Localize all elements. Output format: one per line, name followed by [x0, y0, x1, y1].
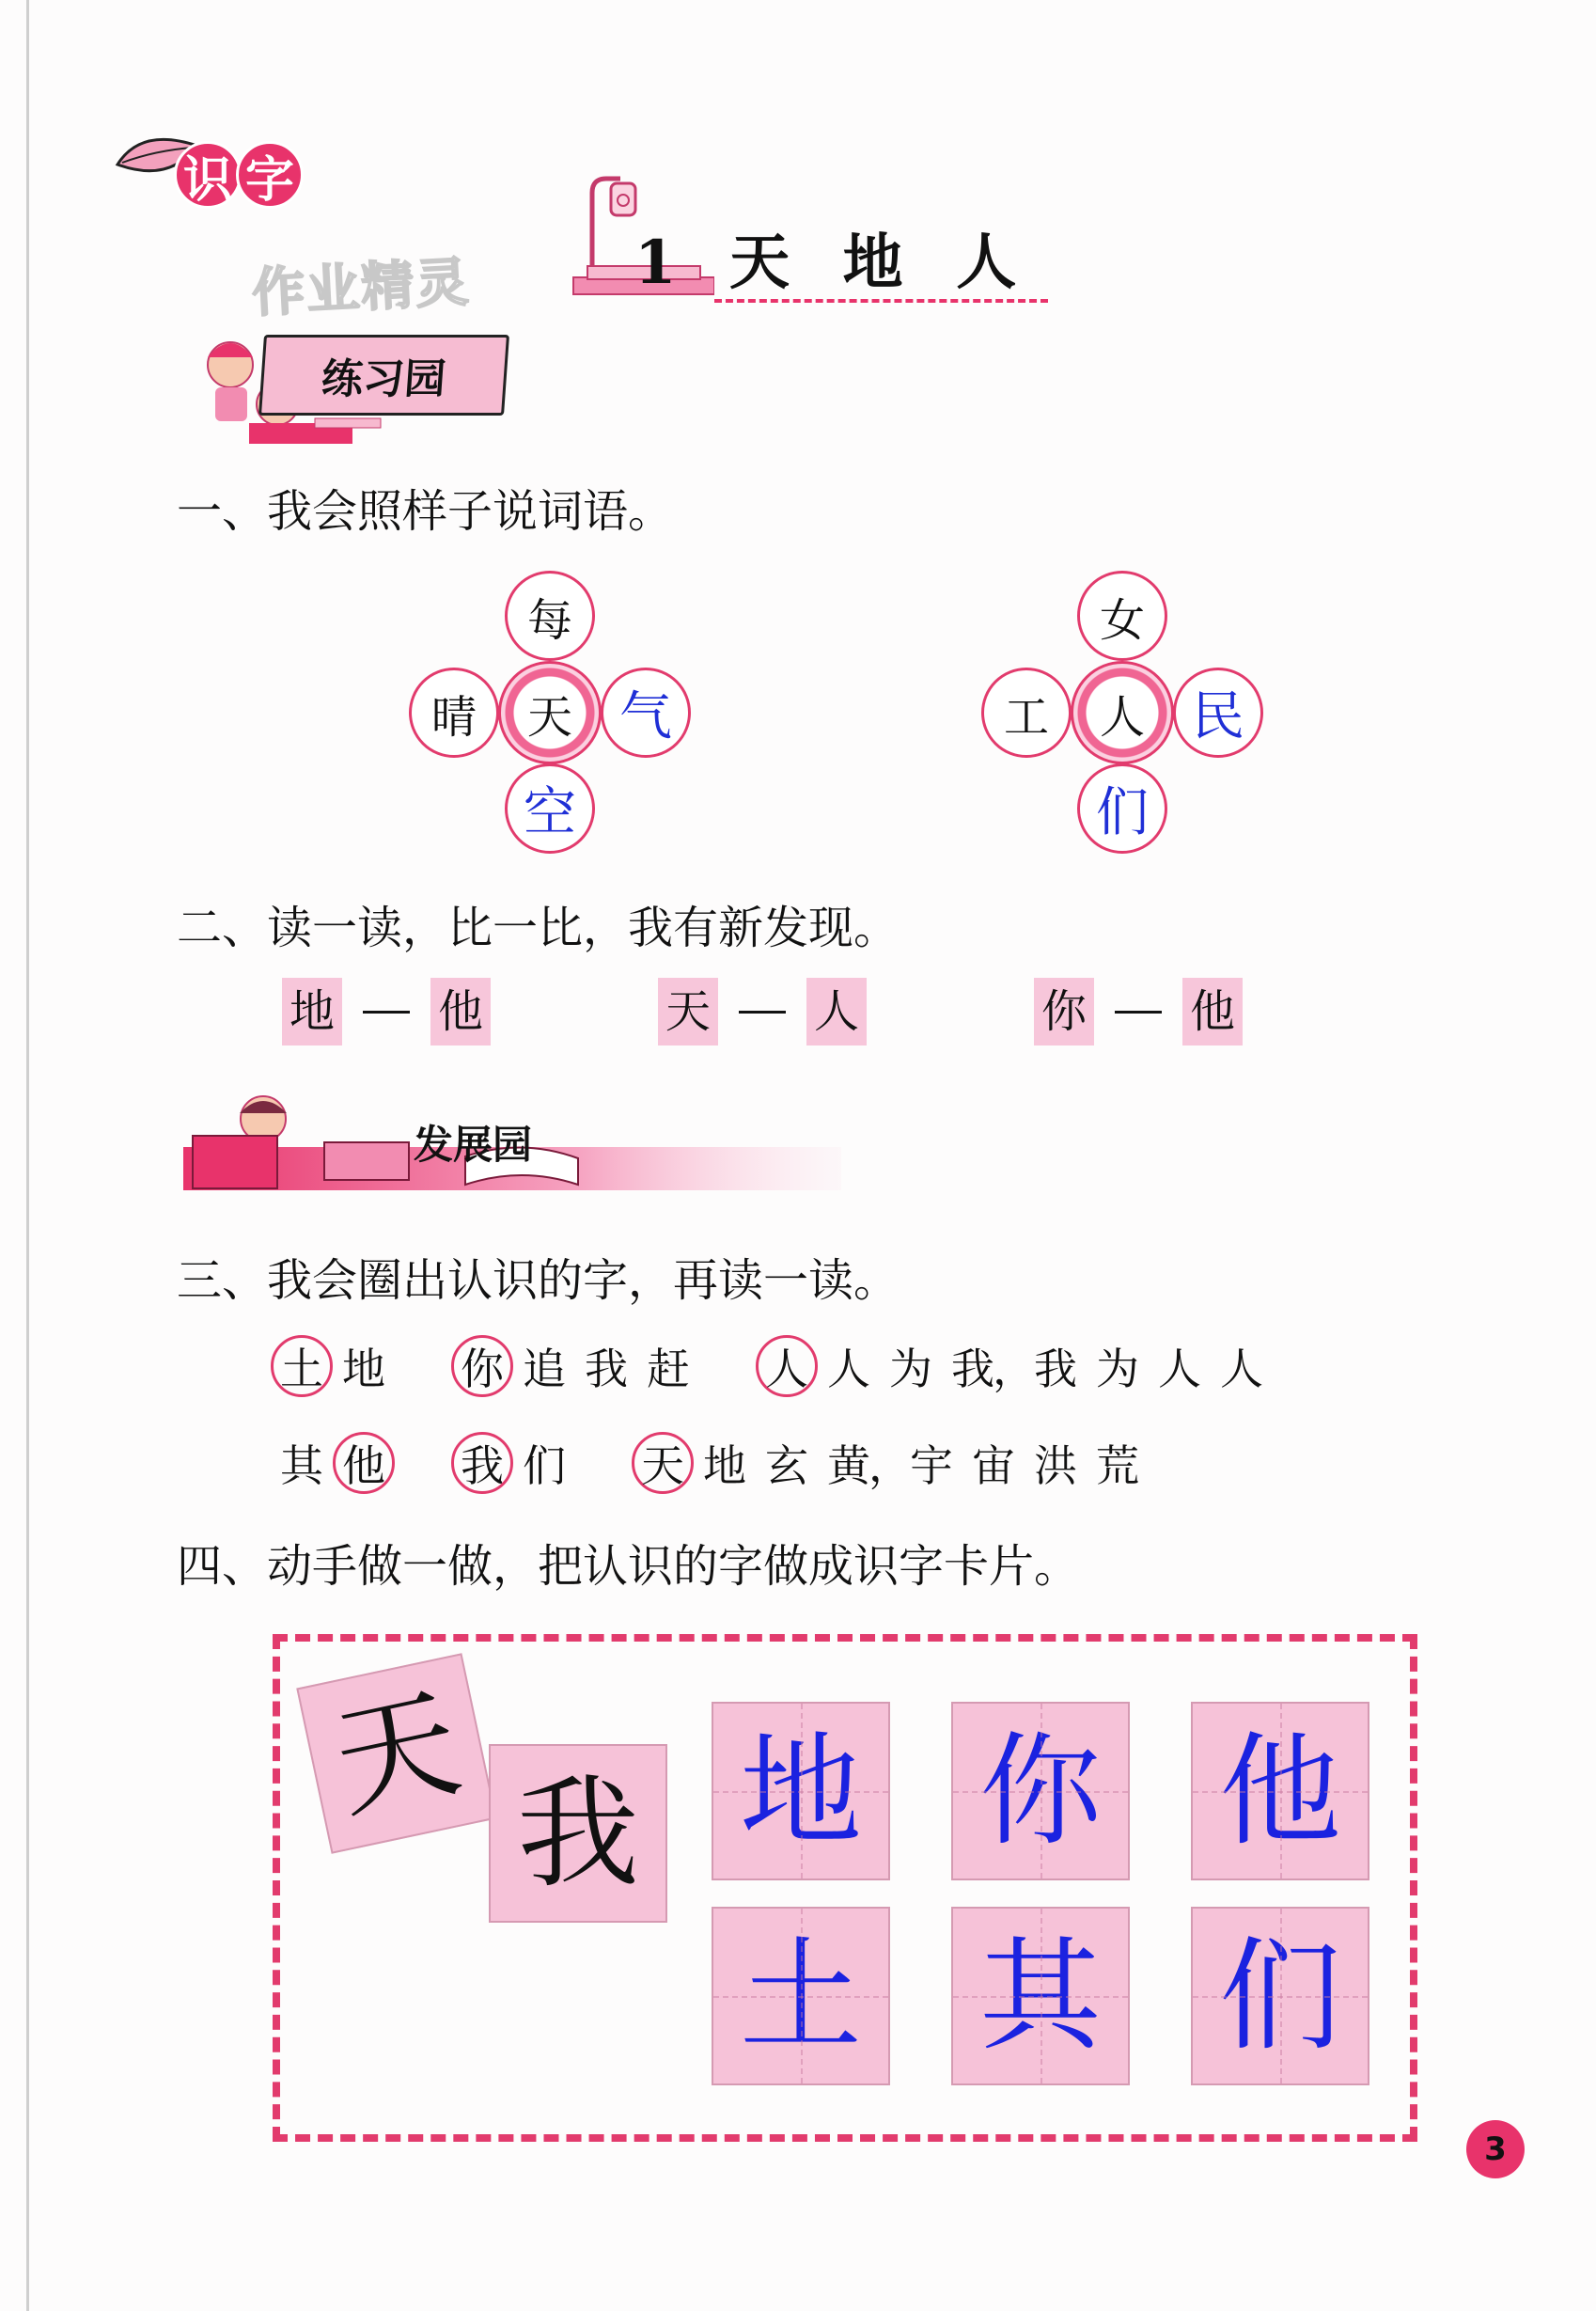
reading-char: 我	[585, 1344, 628, 1394]
reading-char: 为	[889, 1344, 932, 1394]
flower-center: 人	[1071, 661, 1174, 764]
section-char: 识	[174, 141, 242, 209]
reading-char: 我	[951, 1344, 994, 1394]
practice-banner-label: 练习园	[258, 335, 509, 416]
card-char: 其	[978, 1925, 1102, 2067]
section-char: 字	[236, 141, 304, 209]
lesson-title: 1 天 地 人	[634, 228, 1021, 298]
circled-char: 天	[632, 1432, 694, 1494]
page-number: 3	[1466, 2120, 1525, 2178]
compare-char: 天	[658, 978, 718, 1045]
reading-char: 人	[1158, 1344, 1201, 1394]
circled-char: 他	[333, 1432, 395, 1494]
reading-punct: ，	[868, 1440, 912, 1491]
card-char: 们	[1218, 1925, 1341, 2067]
circled-char: 人	[756, 1335, 818, 1397]
compare-char: 人	[806, 978, 867, 1045]
reading-char: 玄	[765, 1440, 808, 1491]
pair-dash	[739, 1011, 786, 1014]
flower-petal-bottom: 空	[505, 763, 595, 854]
compare-char: 你	[1034, 978, 1094, 1045]
reading-char: 为	[1096, 1344, 1139, 1394]
word-card	[1191, 1702, 1369, 1880]
circled-char: 我	[451, 1432, 513, 1494]
word-card	[1191, 1907, 1369, 2085]
card-char: 我	[516, 1762, 639, 1905]
flower-petal-left: 工	[981, 668, 1072, 758]
reading-char: 洪	[1034, 1440, 1077, 1491]
section-badge	[174, 141, 315, 212]
card-char: 你	[978, 1720, 1102, 1863]
reading-char: 地	[342, 1344, 385, 1394]
reading-char: 追	[523, 1344, 566, 1394]
word-flower-1	[409, 571, 700, 862]
page-number-badge	[1466, 2120, 1534, 2178]
flower-petal-right: 民	[1173, 668, 1263, 758]
flower-center: 天	[498, 661, 602, 764]
flower-petal-top: 每	[505, 571, 595, 661]
compare-pair	[1034, 978, 1243, 1045]
compare-pair	[658, 978, 867, 1045]
reading-char: 荒	[1096, 1440, 1139, 1491]
card-char: 土	[739, 1925, 862, 2067]
title-underline	[714, 299, 1048, 303]
watermark: 作业精灵	[250, 251, 472, 325]
word-card	[951, 1702, 1130, 1880]
page-left-border	[26, 0, 29, 2311]
compare-char: 他	[430, 978, 491, 1045]
compare-pair	[282, 978, 491, 1045]
compare-char: 地	[282, 978, 342, 1045]
reading-char: 其	[280, 1440, 323, 1491]
flower-petal-left: 晴	[409, 668, 499, 758]
word-card	[489, 1744, 667, 1923]
reading-char: 赶	[647, 1344, 690, 1394]
word-card	[951, 1907, 1130, 2085]
card-char: 他	[1218, 1720, 1341, 1863]
reading-char: 们	[523, 1440, 566, 1491]
reading-punct: ，	[993, 1344, 1036, 1394]
flower-petal-right: 气	[601, 668, 691, 758]
question-2-prompt: 二、读一读，比一比，我有新发现。	[177, 902, 900, 954]
reading-char: 人	[1220, 1344, 1263, 1394]
reading-char: 人	[827, 1344, 870, 1394]
question-4-prompt: 四、动手做一做，把认识的字做成识字卡片。	[177, 1540, 1080, 1593]
card-char: 地	[739, 1720, 862, 1863]
word-flower-2	[981, 571, 1273, 862]
reading-char: 黄	[827, 1440, 870, 1491]
reading-row-1	[271, 1335, 1273, 1397]
compare-char: 他	[1182, 978, 1243, 1045]
word-card	[712, 1702, 890, 1880]
reading-char: 宙	[972, 1440, 1015, 1491]
circled-char: 你	[451, 1335, 513, 1397]
word-card	[712, 1907, 890, 2085]
flower-petal-top: 女	[1077, 571, 1167, 661]
question-1-prompt: 一、我会照样子说词语。	[177, 485, 674, 538]
circled-char: 土	[271, 1335, 333, 1397]
reading-char: 地	[703, 1440, 746, 1491]
card-char: 天	[321, 1671, 472, 1836]
word-card	[296, 1653, 496, 1853]
pair-dash	[363, 1011, 410, 1014]
reading-char: 我	[1034, 1344, 1077, 1394]
question-3-prompt: 三、我会圈出认识的字，再读一读。	[177, 1254, 900, 1307]
pair-dash	[1115, 1011, 1162, 1014]
develop-banner-label: 发展园	[414, 1122, 533, 1168]
reading-char: 宇	[910, 1440, 953, 1491]
flower-petal-bottom: 们	[1077, 763, 1167, 854]
reading-row-2	[271, 1432, 1149, 1494]
